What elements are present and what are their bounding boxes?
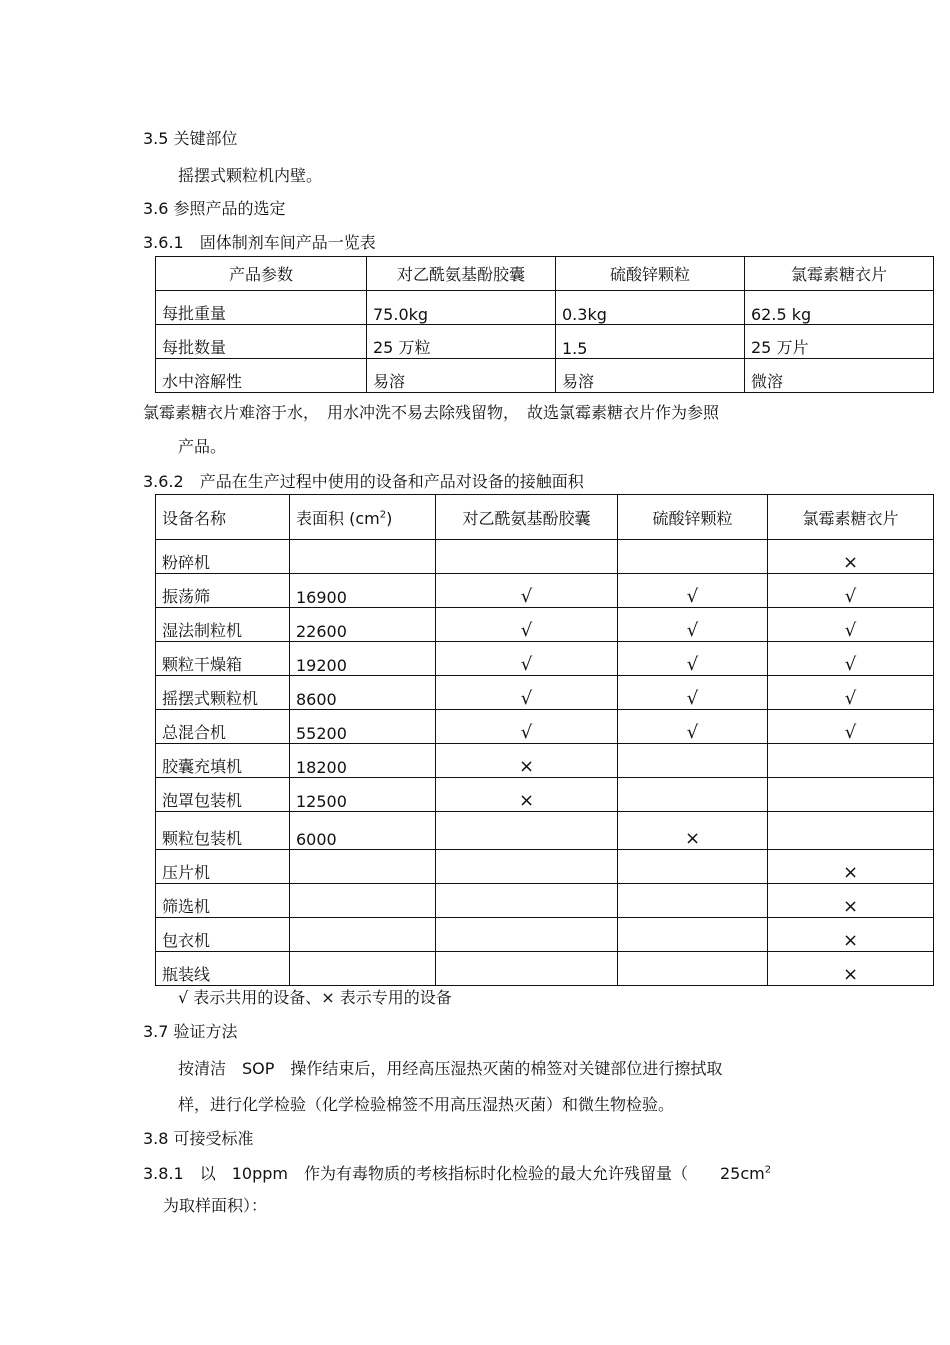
- section-3-7-line2: 样，进行化学检验（化学检验棉签不用高压湿热灭菌）和微生物检验。: [178, 1095, 675, 1114]
- table-cell: 每批重量: [156, 291, 367, 325]
- section-3-5-text: 摇摆式颗粒机内壁。: [178, 166, 323, 185]
- table-cell: [618, 540, 768, 574]
- table-row: [156, 540, 934, 574]
- table-cell: 粉碎机: [156, 540, 290, 574]
- header-text: 表面积 (cm: [296, 508, 380, 528]
- superscript: 2: [764, 1164, 772, 1176]
- equipment-table-header: [156, 495, 934, 540]
- section-3-8-1-text: 3.8.1 以 10ppm 作为有毒物质的考核指标时化检验的最大允许残留量（ 25cm: [143, 1164, 765, 1183]
- table-cell: 总混合机: [156, 710, 290, 744]
- table-cell: [290, 850, 436, 884]
- section-3-6-heading: 3.6 参照产品的选定: [143, 199, 286, 218]
- table-cell: 55200: [290, 710, 436, 744]
- table-cell: √: [436, 710, 618, 744]
- table-cell: 湿法制粒机: [156, 608, 290, 642]
- section-3-8-heading: 3.8 可接受标准: [143, 1129, 254, 1148]
- table-row: [156, 574, 934, 608]
- table-row: [156, 778, 934, 812]
- table-cell: 19200: [290, 642, 436, 676]
- table-cell: √: [618, 710, 768, 744]
- table-cell: [290, 884, 436, 918]
- table-cell: 62.5 kg: [745, 291, 934, 325]
- section-3-8-1-line2: 为取样面积）：: [163, 1196, 268, 1215]
- table-cell: √: [768, 710, 934, 744]
- table-row: [156, 884, 934, 918]
- table-cell: 水中溶解性: [156, 359, 367, 393]
- table-row: [156, 918, 934, 952]
- table-cell: 25 万片: [745, 325, 934, 359]
- table-cell: 瓶装线: [156, 952, 290, 986]
- table-cell: [436, 812, 618, 850]
- header-cell: 硫酸锌颗粒: [618, 495, 768, 540]
- table-cell: [436, 540, 618, 574]
- section-3-8-1-line1: [143, 1164, 771, 1184]
- table-cell: 筛选机: [156, 884, 290, 918]
- table-row: [156, 291, 934, 325]
- table-cell: √: [618, 642, 768, 676]
- table-cell: [768, 778, 934, 812]
- table-cell: √: [618, 608, 768, 642]
- table-cell: [436, 884, 618, 918]
- table-cell: ×: [436, 744, 618, 778]
- table-row: [156, 608, 934, 642]
- table-cell: 包衣机: [156, 918, 290, 952]
- section-3-7-heading: 3.7 验证方法: [143, 1022, 238, 1041]
- table-row: [156, 850, 934, 884]
- superscript: 2: [379, 509, 387, 521]
- table-cell: √: [768, 608, 934, 642]
- table-row: [156, 812, 934, 850]
- table-cell: ×: [768, 540, 934, 574]
- table-legend: √ 表示共用的设备、× 表示专用的设备: [178, 988, 452, 1007]
- table-row: [156, 744, 934, 778]
- table-cell: 1.5: [556, 325, 745, 359]
- table-cell: [290, 918, 436, 952]
- table-cell: [618, 850, 768, 884]
- table-cell: [618, 918, 768, 952]
- table-cell: 25 万粒: [367, 325, 556, 359]
- section-3-6-1-heading: 3.6.1 固体制剂车间产品一览表: [143, 233, 376, 252]
- table-row: [156, 676, 934, 710]
- table-cell: [436, 952, 618, 986]
- table-cell: √: [436, 642, 618, 676]
- section-3-7-line1: 按清洁 SOP 操作结束后，用经高压湿热灭菌的棉签对关键部位进行擦拭取: [178, 1059, 723, 1078]
- table-cell: ×: [768, 850, 934, 884]
- table-cell: √: [436, 608, 618, 642]
- table-cell: [618, 884, 768, 918]
- table-cell: [290, 540, 436, 574]
- table-cell: 摇摆式颗粒机: [156, 676, 290, 710]
- table-cell: ×: [768, 884, 934, 918]
- table-cell: ×: [618, 812, 768, 850]
- table-cell: [618, 778, 768, 812]
- equipment-table: [155, 494, 934, 986]
- table-cell: 18200: [290, 744, 436, 778]
- table-cell: 每批数量: [156, 325, 367, 359]
- table-row: [156, 710, 934, 744]
- header-cell: 对乙酰氨基酚胶囊: [367, 257, 556, 291]
- header-cell: 设备名称: [156, 495, 290, 540]
- table-cell: 胶囊充填机: [156, 744, 290, 778]
- table-cell: √: [618, 574, 768, 608]
- header-cell: 氯霉素糖衣片: [745, 257, 934, 291]
- section-3-5-heading: 3.5 关键部位: [143, 129, 238, 148]
- header-cell: 产品参数: [156, 257, 367, 291]
- table-cell: ×: [768, 918, 934, 952]
- table-cell: [436, 918, 618, 952]
- table-row: [156, 359, 934, 393]
- section-3-6-2-heading: 3.6.2 产品在生产过程中使用的设备和产品对设备的接触面积: [143, 472, 584, 491]
- product-table-header: [156, 257, 934, 291]
- header-cell: 对乙酰氨基酚胶囊: [436, 495, 618, 540]
- table-cell: [768, 812, 934, 850]
- table-row: [156, 952, 934, 986]
- table-cell: ×: [436, 778, 618, 812]
- table-cell: 微溶: [745, 359, 934, 393]
- header-cell: 氯霉素糖衣片: [768, 495, 934, 540]
- table-cell: 压片机: [156, 850, 290, 884]
- table-cell: [436, 850, 618, 884]
- table-cell: ×: [768, 952, 934, 986]
- header-text: ): [386, 508, 393, 528]
- product-table: [155, 256, 934, 393]
- selection-note-line2: 产品。: [178, 437, 227, 456]
- table-cell: √: [618, 676, 768, 710]
- table-row: [156, 325, 934, 359]
- table-cell: 0.3kg: [556, 291, 745, 325]
- table-cell: 易溶: [556, 359, 745, 393]
- table-row: [156, 642, 934, 676]
- table-cell: √: [768, 642, 934, 676]
- table-cell: 75.0kg: [367, 291, 556, 325]
- table-cell: [768, 744, 934, 778]
- table-cell: 6000: [290, 812, 436, 850]
- table-cell: √: [768, 676, 934, 710]
- table-cell: 易溶: [367, 359, 556, 393]
- table-cell: [618, 744, 768, 778]
- table-cell: 颗粒干燥箱: [156, 642, 290, 676]
- table-cell: 8600: [290, 676, 436, 710]
- selection-note-line1: 氯霉素糖衣片难溶于水， 用水冲洗不易去除残留物， 故选氯霉素糖衣片作为参照: [143, 403, 720, 422]
- table-cell: 22600: [290, 608, 436, 642]
- table-cell: √: [436, 574, 618, 608]
- table-cell: √: [436, 676, 618, 710]
- table-cell: √: [768, 574, 934, 608]
- table-cell: 16900: [290, 574, 436, 608]
- table-cell: 泡罩包装机: [156, 778, 290, 812]
- header-cell-surface-area: [290, 495, 436, 540]
- table-cell: [618, 952, 768, 986]
- header-cell: 硫酸锌颗粒: [556, 257, 745, 291]
- table-cell: 振荡筛: [156, 574, 290, 608]
- table-cell: 12500: [290, 778, 436, 812]
- table-cell: [290, 952, 436, 986]
- table-cell: 颗粒包装机: [156, 812, 290, 850]
